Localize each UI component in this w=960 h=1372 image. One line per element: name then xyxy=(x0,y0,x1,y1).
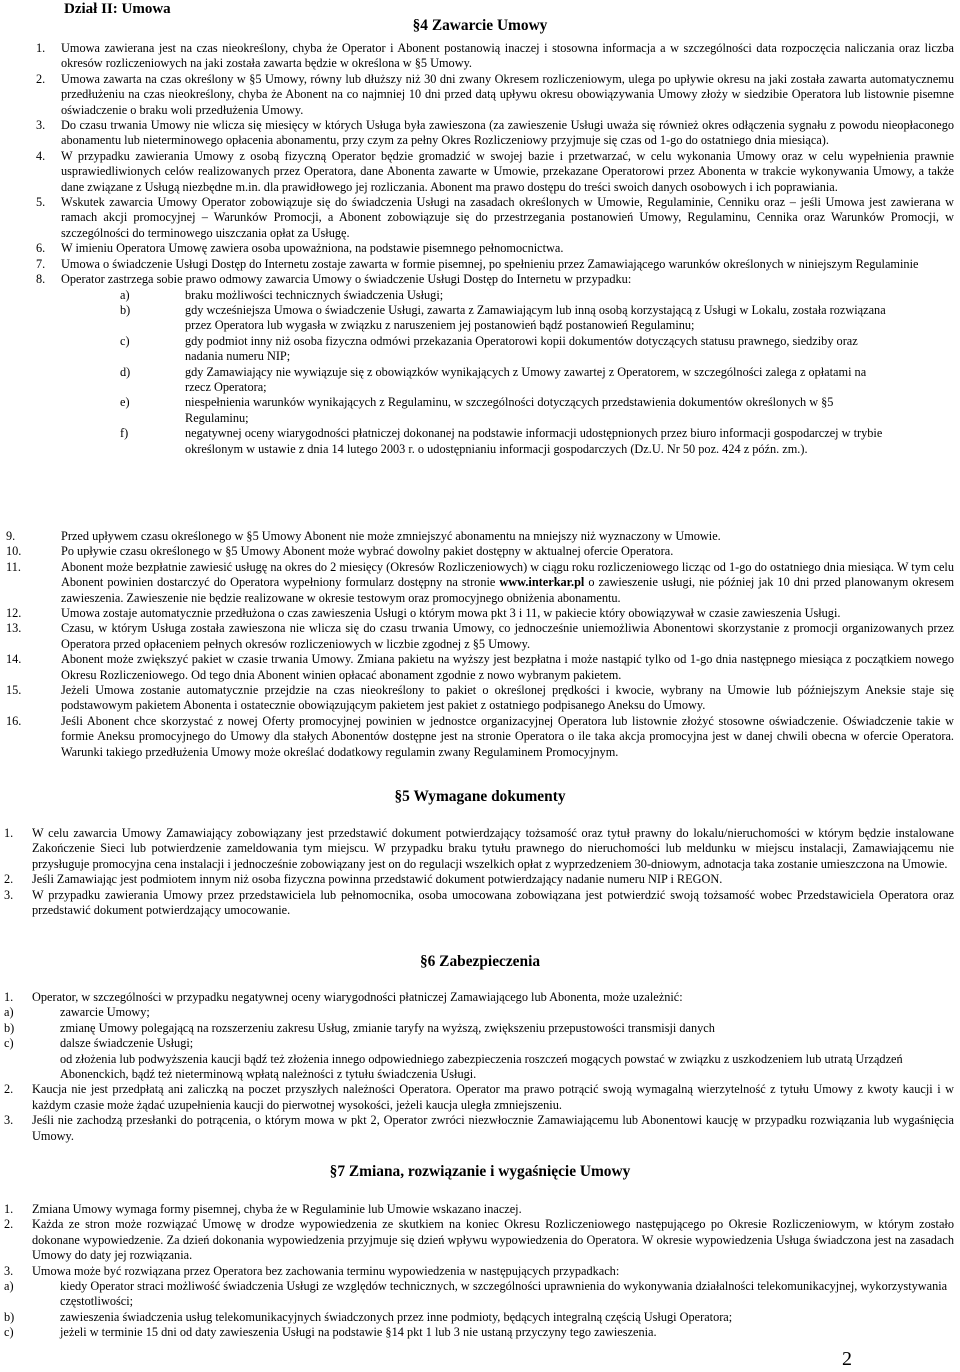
list-item xyxy=(6,544,954,559)
item-text: Zmiana Umowy wymaga formy pisemnej, chyba że w Regulaminie lub Umowie wskazano inaczej. xyxy=(32,1202,522,1216)
sub-item xyxy=(120,426,890,457)
sub-item xyxy=(120,334,890,365)
item-number: 3. xyxy=(4,887,14,902)
sub-item xyxy=(4,1005,954,1020)
section-6-items xyxy=(4,990,954,1144)
sub-letter: a) xyxy=(4,1005,14,1020)
item-number: 1. xyxy=(4,990,14,1004)
item-number: 6. xyxy=(36,241,46,256)
sub-letter: b) xyxy=(120,302,131,317)
item-number: 4. xyxy=(36,148,46,163)
item-number: 3. xyxy=(36,118,46,133)
item-number: 1. xyxy=(4,1202,14,1216)
sub-item xyxy=(4,1036,954,1051)
list-item xyxy=(6,683,954,714)
section-4-items-continued xyxy=(6,529,954,760)
sub-letter: c) xyxy=(4,1325,14,1340)
section-4-items xyxy=(36,41,954,457)
sub-text: gdy Zamawiający nie wywiązuje się z obowiązków wynikających z Umowy zawartej z Operatorem, w szczególności zalega z opłatami na rzecz Operatora; xyxy=(185,364,867,394)
item-number: 1. xyxy=(36,41,46,55)
sub-item xyxy=(4,1021,954,1036)
section-4-heading: §4 Zawarcie Umowy xyxy=(412,17,548,34)
sub-item xyxy=(120,365,890,396)
section-5-heading: §5 Wymagane dokumenty xyxy=(394,788,566,805)
item-text: Umowa zostaje automatycznie przedłużona o czas zawieszenia Usługi o którym mowa pkt 3 i 11, w pakiecie który obowiązywał w czasie zawieszenia Usługi. xyxy=(61,606,841,621)
sub-text: negatywnej oceny wiarygodności płatniczej dokonanej na podstawie informacji udostępnionych przez biuro informacji gospodarczej w trybie określonym w ustawie z dnia 14 lutego 2003 r. o udostępnianiu informacji gospodarczych (Dz.U. Nr 50 poz. 424 z późn. zm.). xyxy=(185,426,883,456)
sub-letter: c) xyxy=(120,333,130,348)
sub-item xyxy=(120,395,890,426)
item-text: Wskutek zawarcia Umowy Operator zobowiązuje się do świadczenia Usługi na zasadach określonych w Umowie, Regulaminie, Cenniku oraz – jeśli Umowa jest zawierana w ramach akcji promocyjnej – Warunków Promocji, a Abonent zobowiązuje się do przestrzegania postanowień Umowy, Regulaminu, Cennika oraz Warunków Promocji, w szczególności do terminowego uiszczania opłat za Usługę. xyxy=(61,195,954,240)
item-number: 5. xyxy=(36,195,46,210)
sub-text: kiedy Operator straci możliwość świadczenia Usługi ze względów technicznych, w szczególności uprawnienia do wykonywania działalności telekomunikacyjnej, wykorzystywania częstotliwości; xyxy=(60,1279,948,1309)
item-number: 10. xyxy=(6,544,22,559)
list-item xyxy=(6,714,954,760)
list-item xyxy=(4,888,954,919)
sub-letter: a) xyxy=(120,287,130,302)
item-text: W celu zawarcia Umowy Zamawiający zobowiązany jest przedstawić dokument potwierdzający tożsamość oraz tytuł prawny do lokalu/nieruchomości w którym będzie instalowane Zakończenie Sieci lub potwierdzenie zameldowania tym miejscu. W przypadku braku tytułu prawnego do nieruchomości lub meldunku w miejscu instalacji, Zamawiającemu nie przysługuje promocyjna cena instalacji i jednocześnie zobowiązany jest on do regulacji wszelkich opłat z wyprzedzeniem 30-dniowym, adnotacja taka zostanie umieszczona na Umowie. xyxy=(32,826,954,871)
sub-text: zmianę Umowy polegającą na rozszerzeniu zakresu Usług, zmianie taryfy na wyższą, zwiększeniu przepustowości transmisji danych xyxy=(60,1020,715,1035)
item-8-sublist xyxy=(36,288,890,457)
item-number: 14. xyxy=(6,652,22,667)
page-title: Dział II: Umowa xyxy=(64,1,171,17)
list-item xyxy=(4,1264,954,1279)
item-number: 1. xyxy=(4,826,14,840)
sub-text: zawieszenia świadczenia usług telekomunikacyjnych świadczonych przez inne podmioty, będących integralną częścią Usługi Operatora; xyxy=(60,1309,733,1324)
page-number: 2 xyxy=(842,1348,852,1370)
sub-text: braku możliwości technicznych świadczenia Usługi; xyxy=(185,287,444,302)
item-text: Czasu, w którym Usługa została zawieszona nie wlicza się do czasu trwania Umowy, co jednocześnie uniemożliwia Abonentowi skorzystanie z promocji organizowanych przez Operatora przed opłaceniem pełnych okresów rozliczeniowych w liczbie zgodnej z §5 Umowy. xyxy=(61,621,954,651)
item-text: Jeśli Abonent chce skorzystać z nowej Oferty promocyjnej powinien w jednostce organizacyjnej Operatora lub listownie złożyć stosowne oświadczenie. Oświadczenie takie w formie Aneksu promocyjnego do Umowy dla stałych Abonentów dostępne jest na stronie Operatora o ile taka akcja promocyjna jest w danej chwili obecna w ofercie Operatora. Warunki takiego przedłużenia Umowy może określać dodatkowy regulamin zwany Regulaminem Promocyjnym. xyxy=(61,713,954,759)
sub-item xyxy=(4,1279,954,1310)
list-item xyxy=(36,257,954,272)
item-number: 2. xyxy=(4,1082,14,1097)
sub-letter: a) xyxy=(4,1279,14,1294)
item-text: Po upływie czasu określonego w §5 Umowy Abonent może wybrać dowolny pakiet dostępny w aktualnej ofercie Operatora. xyxy=(61,544,674,559)
item-1-sublist xyxy=(4,1005,954,1082)
item-text: W imieniu Operatora Umowę zawiera osoba upoważniona, na podstawie pisemnego pełnomocnictwa. xyxy=(61,241,564,256)
list-item xyxy=(4,872,954,887)
item-text: Umowa o świadczenie Usługi Dostęp do Internetu zostaje zawarta w formie pisemnej, po spełnieniu przez Zamawiającego warunków określonych w niniejszym Regulaminie xyxy=(61,256,919,271)
list-item xyxy=(6,621,954,652)
list-item xyxy=(4,826,954,872)
item-text: Operator, w szczególności w przypadku negatywnej oceny wiarygodności płatniczej Zamawiającego lub Abonenta, może uzależnić: xyxy=(32,990,683,1004)
section-4-heading-wrap xyxy=(0,16,960,36)
list-item xyxy=(36,149,954,195)
item-number: 2. xyxy=(4,872,14,887)
sub-letter: d) xyxy=(120,364,131,379)
item-text: Każda ze stron może rozwiązać Umowę w drodze wypowiedzenia ze skutkiem na koniec Okresu Rozliczeniowego następującego po Okresie Rozliczeniowym, w którym zostało dokonane wypowiedzenie. Za dzień dokonania wypowiedzenia przyjmuje się dzień wpływu wypowiedzenia do Operatora. W okresie wypowiedzenia Usługa świadczona jest na zasadach Umowy do daty jej rozwiązania. xyxy=(32,1217,954,1263)
list-item xyxy=(4,1082,954,1113)
sub-item xyxy=(4,1325,954,1340)
section-6-heading: §6 Zabezpieczenia xyxy=(419,953,541,970)
item-text-part: Abonent może bezpłatnie zawiesić usługę na okres do 2 miesięcy (Okresów Rozliczeniowych) w ciągu roku rozliczeniowego licząc od 1-go do ostatniego dnia miesiąca. W tym celu Abonent powinien dostarczyć do Operatora wypełniony formularz dostępny na stronie xyxy=(61,559,954,590)
item-number: 13. xyxy=(6,621,22,636)
section-7-heading-wrap xyxy=(0,1162,960,1182)
list-item xyxy=(36,72,954,118)
item-number: 9. xyxy=(6,529,16,543)
item-text: Umowa może być rozwiązana przez Operatora bez zachowania terminu wypowiedzenia w następujących przypadkach: xyxy=(32,1263,620,1278)
item-3-sublist xyxy=(4,1279,954,1341)
item-text: Jeżeli Umowa zostanie automatycznie przejdzie na czas nieokreślony to pakiet o określonej prędkości i kwocie, wybrany na Umowie lub późniejszym Aneksie staje się podstawowym pakietem Abonenta i ostatecznie obowiązującym pakietem jest pakiet z ostatniego podpisanego Aneksu do Umowy. xyxy=(61,683,954,713)
item-number: 15. xyxy=(6,683,22,698)
list-item xyxy=(4,990,954,1005)
section-7-items xyxy=(4,1202,954,1341)
list-item xyxy=(36,241,954,256)
sub-text: jeżeli w terminie 15 dni od daty zawieszenia Usługi na podstawie §14 pkt 1 lub 3 nie ustaną przyczyny tego zawieszenia. xyxy=(60,1325,657,1340)
sub-item xyxy=(4,1310,954,1325)
sub-letter: b) xyxy=(4,1309,15,1324)
item-number: 3. xyxy=(4,1263,14,1278)
list-item xyxy=(6,606,954,621)
sub-text: zawarcie Umowy; xyxy=(60,1005,150,1020)
list-item xyxy=(6,652,954,683)
item-text: Jeśli Zamawiając jest podmiotem innym niż osoba fizyczna powinna przedstawić dokument potwierdzający nadanie numeru NIP i REGON. xyxy=(32,872,723,887)
sub-letter: c) xyxy=(4,1036,14,1051)
list-item xyxy=(4,1217,954,1263)
item-text: W przypadku zawierania Umowy przez przedstawiciela lub pełnomocnika, osoba umocowana zobowiązana jest potwierdzić swoją tożsamość wobec Przedstawiciela Operatora oraz przedstawić dokument potwierdzający umocowanie. xyxy=(32,887,954,918)
item-number: 2. xyxy=(36,71,46,86)
item-text: Do czasu trwania Umowy nie wlicza się miesięcy w których Usługa była zawieszona (za zawieszenie Usługi uważa się również okres odłączenia sygnału z powodu nieopłaconego abonamentu lub nieterminowego opłacenia abonamentu, przy czym za pełny Okres Rozliczeniowy przyjmuje się czas od 1-go do ostatniego dnia miesiąca). xyxy=(61,118,954,148)
section-7-heading: §7 Zmiana, rozwiązanie i wygaśnięcie Umowy xyxy=(329,1163,631,1180)
section-6-heading-wrap xyxy=(0,952,960,972)
list-item xyxy=(6,529,954,544)
sub-tail-text: od złożenia lub podwyższenia kaucji bądź też złożenia innego odpowiedniego zabezpieczenia roszczeń mogących powstać w związku z uszkodzeniem lub utratą Urządzeń Abonenckich, bądź też nieterminową wpłatą należności z tytułu świadczenia Usługi. xyxy=(60,1051,903,1082)
sub-letter: b) xyxy=(4,1020,15,1035)
sub-text: dalsze świadczenie Usługi; xyxy=(60,1036,194,1051)
item-number: 12. xyxy=(6,606,22,621)
item-number: 2. xyxy=(4,1217,14,1232)
sub-letter: f) xyxy=(120,426,129,441)
sub-text: niespełnienia warunków wynikających z Regulaminu, w szczególności dotyczących przedstawienia dokumentów określonych w §5 Regulaminu; xyxy=(185,395,834,425)
list-item xyxy=(6,560,954,606)
section-5-items xyxy=(4,826,954,918)
item-text: W przypadku zawierania Umowy z osobą fizyczną Operator będzie gromadzić w swojej bazie i przetwarzać, w celu wykonania Umowy oraz w celu wypełnienia prawnie usprawiedliwionych celów realizowanych przez Operatora, dane Abonenta zawarte w Umowie, przekazane Operatorowi przez Abonenta w trakcie wykonywania Umowy, a także dane związane z Usługą niezbędne m.in. dla prawidłowego jej rozliczania. Abonent ma prawo dostępu do treści swoich danych osobowych i ich poprawiania. xyxy=(61,148,954,194)
item-text-part: o zawieszenie usługi, nie później jak 10 dni przed planowanym okresem zawieszenia. Zawieszenie nie będzie realizowane w okresie testowym oraz promocyjnego obniżenia abonamentu. xyxy=(61,575,955,605)
list-item xyxy=(36,118,954,149)
item-number: 3. xyxy=(4,1113,14,1128)
sub-item xyxy=(120,288,890,303)
website-link-text: www.interkar.pl xyxy=(499,575,585,590)
item-text: Jeśli nie zachodzą przesłanki do potrącenia, o którym mowa w pkt 2, Operator zwróci niezwłocznie Zamawiającemu lub Abonentowi kaucję w przypadku rozwiązania lub wygaśnięcia Umowy. xyxy=(32,1113,954,1143)
item-number: 11. xyxy=(6,559,21,574)
section-5-heading-wrap xyxy=(0,787,960,807)
sub-text: gdy podmiot inny niż osoba fizyczna odmówi przekazania Operatorowi kopii dokumentów dotyczących statusu prawnego, siedziby oraz nadania numeru NIP; xyxy=(185,333,858,364)
list-item xyxy=(4,1202,954,1217)
list-item xyxy=(36,195,954,241)
sub-item xyxy=(120,303,890,334)
list-item xyxy=(36,272,954,287)
item-text: Przed upływem czasu określonego w §5 Umowy Abonent nie może zmniejszyć abonamentu na mniejszy niż wyznaczony w Umowie. xyxy=(61,529,721,543)
sub-letter: e) xyxy=(120,395,130,410)
item-text: Operator zastrzega sobie prawo odmowy zawarcia Umowy o świadczenie Usługi Dostęp do Internetu w przypadku: xyxy=(61,272,632,287)
item-number: 7. xyxy=(36,256,46,271)
item-text: Umowa zawierana jest na czas nieokreślony, chyba że Operator i Abonent postanowią inaczej i stosowna informacja a w szczególności data rozpoczęcia naliczania oraz liczba okresów rozliczeniowych na jaki została zawarta będzie w określona w §5 Umowy. xyxy=(61,41,954,71)
list-item xyxy=(4,1113,954,1144)
item-number: 16. xyxy=(6,713,22,728)
list-item xyxy=(36,41,954,72)
item-text: Abonent może zwiększyć pakiet w czasie trwania Umowy. Zmiana pakietu na wyższy jest bezpłatna i może nastąpić tylko od 1-go dnia następnego miesiąca z początkiem nowego Okresu Rozliczeniowego. Od tego dnia Abonent winien opłacać abonament zgodnie z nowo wybranym pakietem. xyxy=(61,652,954,682)
item-text xyxy=(61,560,954,606)
item-text: Umowa zawarta na czas określony w §5 Umowy, równy lub dłuższy niż 30 dni zwany Okresem rozliczeniowym, ulega po upływie okresu na jaki została zawarta automatycznemu przedłużeniu na czas nieokreślony, chyba że Abonent na co najmniej 10 dni przed datą upływu okresu obowiązywania Umowy złoży w siedzibie Operatora lub listownie pisemne oświadczenie o braku woli przedłużenia Umowy. xyxy=(61,71,954,117)
item-text: Kaucja nie jest przedpłatą ani zaliczką na poczet przyszłych należności Operatora. Operator ma prawo potrącić swoją wymagalną wierzytelność z tytułu Umowy z kwoty kaucji i w każdym czasie może żądać uzupełnienia kaucji do pierwotnej wysokości, jeżeli kaucja uległa zmniejszeniu. xyxy=(32,1082,954,1112)
item-number: 8. xyxy=(36,272,46,287)
sub-text: gdy wcześniejsza Umowa o świadczenie Usługi, zawarta z Zamawiającym lub inną osobą korzystającą z Usługi w Lokalu, została rozwiązana przez Operatora lub wygasła w związku z naruszeniem jej postanowień bądź postanowień Regulaminu; xyxy=(185,302,886,333)
